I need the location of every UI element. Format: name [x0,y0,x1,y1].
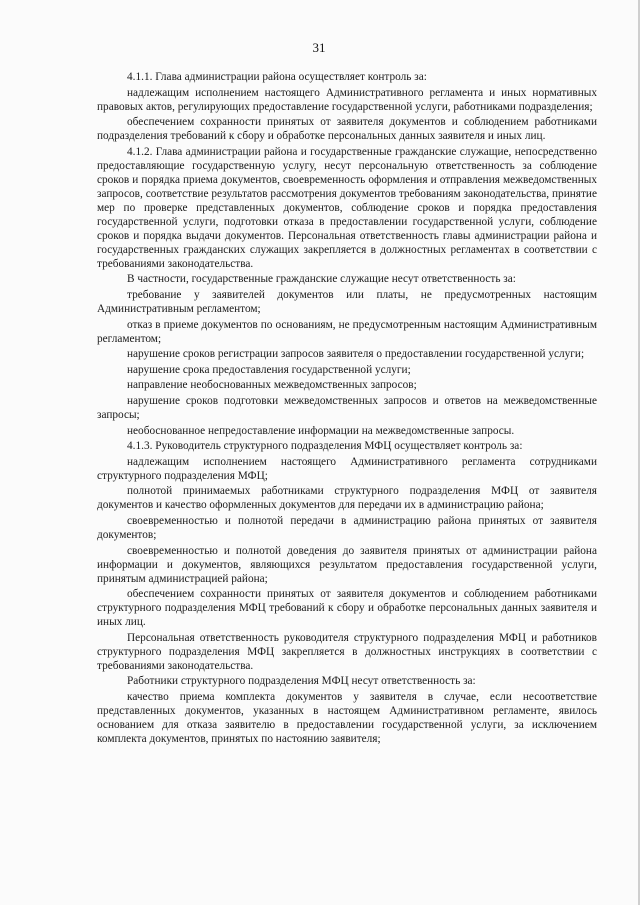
paragraph: нарушение сроков регистрации запросов заявителя о предоставлении государственной услуги; [127,348,585,361]
paragraph: своевременностью и полнотой передачи в администрацию района принятых от заявителя документов; [97,514,597,541]
paragraph: нарушение сроков подготовки межведомственных запросов и ответов на межведомственные запросы; [97,394,597,421]
paragraph: надлежащим исполнением настоящего Административного регламента сотрудниками структурного подразделения МФЦ; [97,455,597,482]
paragraph: необоснованное непредоставление информации на межведомственные запросы. [127,424,515,437]
paragraph: отказ в приеме документов по основаниям, не предусмотренным настоящим Административным регламентом; [97,318,597,345]
paragraph-4-1-2: 4.1.2. Глава администрации района и государственные гражданские служащие, непосредственно предоставляющие государственную услугу, несут персональную ответственность за соблюдение сроков и порядка приема документов, своевременность оформления и отправления межведомственных запросов, соответствие результатов рассмотрения документов требованиям законодательства, принятие мер по проверке представленных документов, соблюдение сроков и порядка предоставления государственной услуги, подготовки отказа в предоставлении государственной услуги, соблюдение сроков и порядка выдачи документов. Персональная ответственность главы администрации района и государственных гражданских служащих закрепляется в должностных регламентах в соответствии с требованиями законодательства. [97,145,597,270]
page-number: 31 [312,40,326,55]
paragraph: качество приема комплекта документов у заявителя в случае, если несоответствие представленных документов, указанных в настоящем Административном регламенте, явилось основанием для отказа заявителю в предоставлении государственной услуги, за исключением комплекта документов, принятых по настоянию заявителя; [97,690,597,745]
paragraph: Работники структурного подразделения МФЦ несут ответственность за: [127,675,476,688]
paragraph: нарушение срока предоставления государственной услуги; [127,363,411,376]
paragraph: надлежащим исполнением настоящего Административного регламента и иных нормативных правовых актов, регулирующих предоставление государственной услуги, работниками подразделения; [97,86,597,113]
paragraph: своевременностью и полнотой доведения до заявителя принятых от администрации района информации и документов, являющихся результатом предоставления государственной услуги, принятым администрацией района; [97,544,597,585]
paragraph-4-1-3-heading: 4.1.3. Руководитель структурного подразделения МФЦ осуществляет контроль за: [127,440,523,453]
paragraph: направление необоснованных межведомственных запросов; [127,379,417,392]
paragraph: Персональная ответственность руководителя структурного подразделения МФЦ и работников структурного подразделения МФЦ закрепляется в должностных инструкциях в соответствии с требованиями законодательства. [97,631,597,672]
paragraph-4-1-1-heading: 4.1.1. Глава администрации района осуществляет контроль за: [127,71,427,83]
paragraph: требование у заявителей документов или платы, не предусмотренных настоящим Административным регламентом; [97,288,597,315]
paragraph: обеспечением сохранности принятых от заявителя документов и соблюдением работниками подразделения требований к сбору и обработке персональных данных заявителя и иных лиц. [97,116,597,143]
paragraph: обеспечением сохранности принятых от заявителя документов и соблюдением работниками структурного подразделения МФЦ требований к сбору и обработке персональных данных заявителя и иных лиц. [97,588,597,629]
paragraph: полнотой принимаемых работниками структурного подразделения МФЦ от заявителя документов и качество оформленных документов для передачи их в администрацию района; [97,485,597,512]
paragraph: В частности, государственные гражданские служащие несут ответственность за: [127,273,516,286]
document-body [97,70,597,747]
